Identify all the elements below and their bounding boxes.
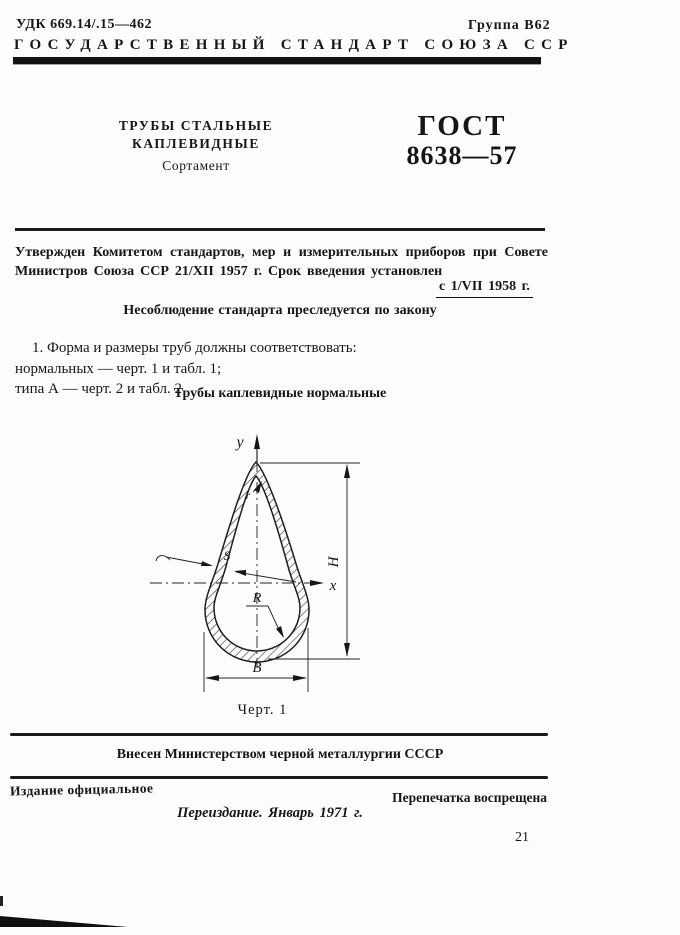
thickness-arrow-outer (201, 561, 213, 566)
gost-label: ГОСТ (417, 110, 507, 142)
group-code: Группа В62 (468, 18, 551, 33)
radius-arrow (276, 626, 284, 638)
height-label: H (326, 556, 342, 568)
gost-number: 8638—57 (406, 141, 518, 170)
tip-radius-arrow (254, 481, 262, 493)
height-dim-arrow-bottom (344, 643, 350, 657)
width-label: B (252, 660, 262, 676)
teardrop-cross-section-figure (0, 415, 680, 715)
y-axis-arrow (254, 434, 260, 449)
thickness-label: S (223, 548, 231, 563)
official-edition-note: Издание официальное (9, 780, 154, 799)
x-axis-arrow (310, 580, 324, 586)
effective-date: с 1/VII 1958 г. (436, 279, 533, 298)
scan-edge-mark (0, 896, 3, 906)
law-notice: Несоблюдение стандарта преследуется по закону (123, 303, 437, 318)
footer-rule-2 (10, 776, 548, 779)
clause-line-3: типа А — черт. 2 и табл. 2 (15, 381, 182, 397)
width-dim-arrow-right (293, 675, 307, 681)
page-number: 21 (515, 830, 529, 845)
y-axis-label: y (236, 434, 244, 451)
thickness-leader-curl (156, 556, 170, 561)
width-dim-arrow-left (205, 675, 219, 681)
scan-artifact-wedge (0, 916, 128, 927)
tip-radius-label: r (245, 488, 251, 502)
title-line-2: КАПЛЕВИДНЫЕ (132, 136, 260, 151)
reprint-forbidden-note: Перепечатка воспрещена (392, 790, 547, 805)
top-rule (15, 228, 545, 231)
udk-code: УДК 669.14/.15—462 (16, 17, 153, 32)
header-divider-bar (13, 57, 541, 64)
title-block (112, 117, 280, 174)
submitted-by: Внесен Министерством черной металлургии СССР (116, 747, 444, 762)
footer-rule-1 (10, 733, 548, 736)
state-standard-header: ГОСУДАРСТВЕННЫЙ СТАНДАРТ СОЮЗА ССР (14, 37, 574, 53)
approval-paragraph: Утвержден Комитетом стандартов, мер и измерительных приборов при Совете Министров Союза ССР 21/XII 1957 г. Срок введения установлен (15, 245, 548, 279)
reissue-note: Переиздание. Январь 1971 г. (177, 805, 363, 821)
clause-line-1: 1. Форма и размеры труб должны соответствовать: (32, 340, 357, 356)
gost-number-block (392, 110, 532, 170)
inner-radius-label: R (252, 591, 262, 606)
title-line-1: ТРУБЫ СТАЛЬНЫЕ (118, 118, 274, 133)
thickness-arrow-inner (234, 570, 246, 576)
figure-caption: Черт. 1 (237, 702, 288, 718)
clause-line-2: нормальных — черт. 1 и табл. 1; (15, 360, 222, 377)
thickness-leader-outer (166, 557, 203, 564)
height-dim-arrow-top (344, 464, 350, 478)
extension-lines (204, 463, 360, 692)
x-axis-label: x (329, 578, 337, 594)
title-subtitle: Сортамент (162, 158, 230, 173)
figure-heading: Трубы каплевидные нормальные (173, 386, 387, 401)
